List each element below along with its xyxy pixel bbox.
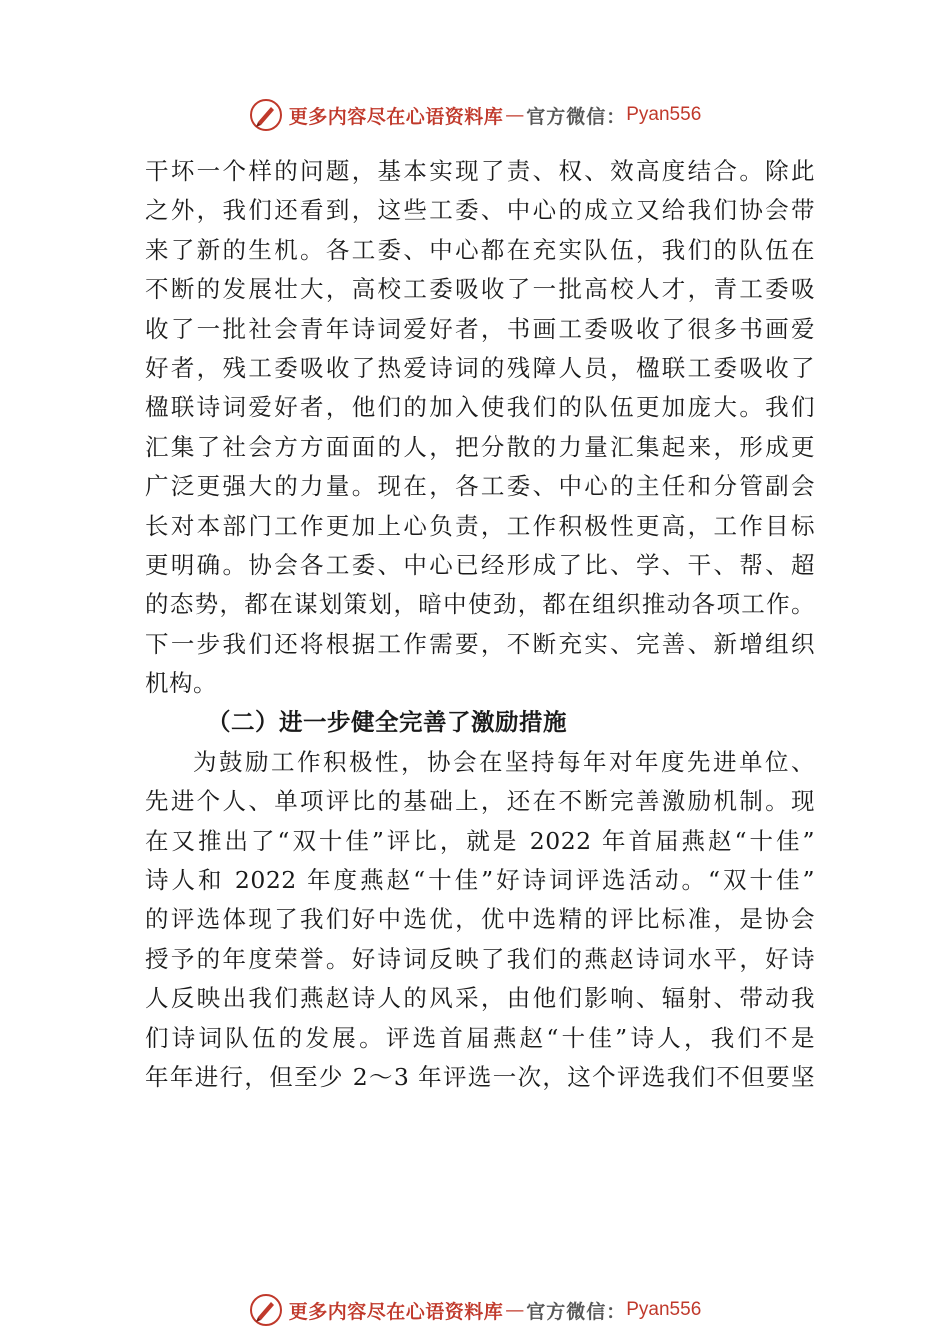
text-line: 广泛更强大的力量。现在，各工委、中心的主任和分管副会 <box>145 472 815 501</box>
text-line: 好者，残工委吸收了热爱诗词的残障人员，楹联工委吸收了 <box>145 353 815 382</box>
banner-brand: 更多内容尽在心语资料库 <box>288 1300 504 1323</box>
footer-banner <box>0 1290 950 1330</box>
text-line: 在又推出了“双十佳”评比，就是 2022 年首届燕赵“十佳” <box>145 826 815 855</box>
text-line: 来了新的生机。各工委、中心都在充实队伍，我们的队伍在 <box>145 235 815 264</box>
section-heading: （二）进一步健全完善了激励措施 <box>207 708 567 737</box>
banner-separator: — <box>505 1299 525 1321</box>
text-line: 之外，我们还看到，这些工委、中心的成立又给我们协会带 <box>145 196 815 225</box>
header-banner <box>0 95 950 135</box>
banner-wechat-id: Pyan556 <box>626 1299 702 1320</box>
banner-wechat-id: Pyan556 <box>626 104 702 125</box>
text-line: 下一步我们还将根据工作需要，不断充实、完善、新增组织 <box>145 629 815 658</box>
text-line: 长对本部门工作更加上心负责，工作积极性更高，工作目标 <box>145 511 815 540</box>
text-line: 年年进行，但至少 2～3 年评选一次，这个评选我们不但要坚 <box>145 1062 815 1091</box>
text-line: 授予的年度荣誉。好诗词反映了我们的燕赵诗词水平，好诗 <box>145 944 815 973</box>
banner-separator: — <box>505 104 525 126</box>
text-line: 楹联诗词爱好者，他们的加入使我们的队伍更加庞大。我们 <box>145 393 815 422</box>
banner-brand: 更多内容尽在心语资料库 <box>288 105 504 128</box>
text-line: 更明确。协会各工委、中心已经形成了比、学、干、帮、超 <box>145 550 815 579</box>
banner-official-label: 官方微信： <box>526 1300 627 1323</box>
text-line: 不断的发展壮大，高校工委吸收了一批高校人才，青工委吸 <box>145 275 815 304</box>
text-line: 汇集了社会方方面面的人，把分散的力量汇集起来，形成更 <box>145 432 815 461</box>
text-line: 为鼓励工作积极性，协会在坚持每年对年度先进单位、 <box>193 747 815 776</box>
text-line: 们诗词队伍的发展。评选首届燕赵“十佳”诗人，我们不是 <box>145 1023 815 1052</box>
document-body <box>145 152 815 1097</box>
banner-official-label: 官方微信： <box>526 105 627 128</box>
text-line: 机构。 <box>145 669 217 698</box>
text-line: 的态势，都在谋划策划，暗中使劲，都在组织推动各项工作。 <box>145 590 815 619</box>
text-line: 人反映出我们燕赵诗人的风采，由他们影响、辐射、带动我 <box>145 984 815 1013</box>
text-line: 收了一批社会青年诗词爱好者，书画工委吸收了很多书画爱 <box>145 314 815 343</box>
text-line: 诗人和 2022 年度燕赵“十佳”好诗词评选活动。“双十佳” <box>145 866 815 895</box>
logo-icon <box>249 98 283 132</box>
text-line: 干坏一个样的问题，基本实现了责、权、效高度结合。除此 <box>145 157 815 185</box>
text-line: 的评选体现了我们好中选优，优中选精的评比标准，是协会 <box>145 905 815 934</box>
logo-icon <box>249 1293 283 1327</box>
text-line: 先进个人、单项评比的基础上，还在不断完善激励机制。现 <box>145 787 815 816</box>
